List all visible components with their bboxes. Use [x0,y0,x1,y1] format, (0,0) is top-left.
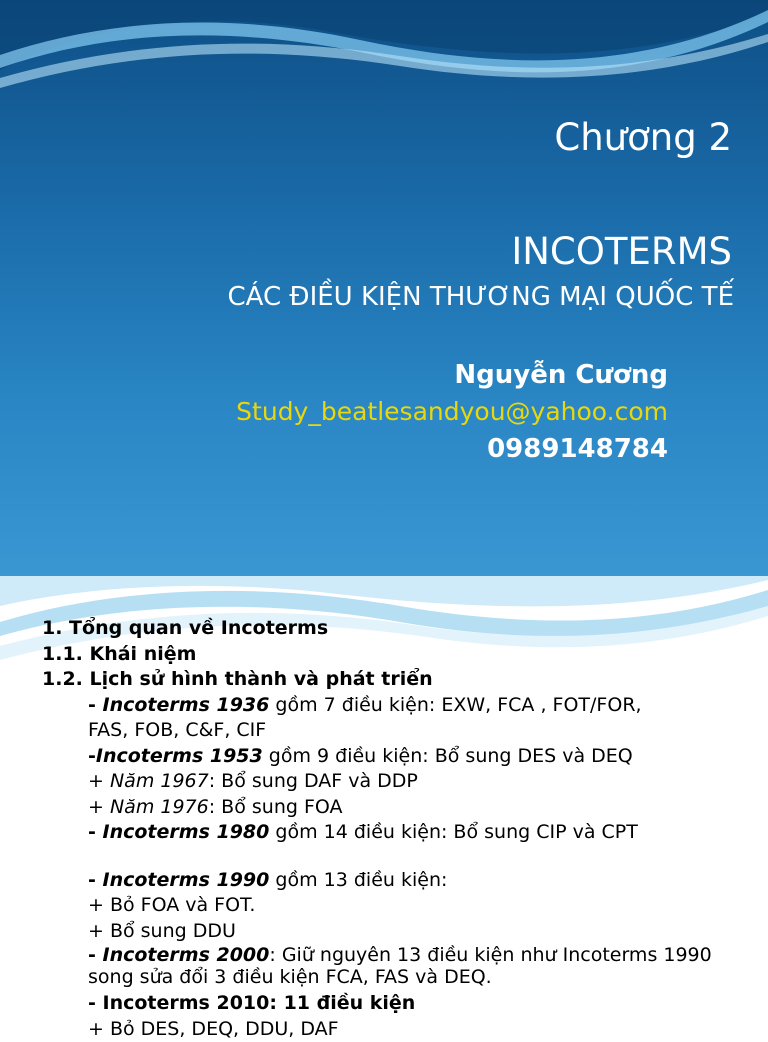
item-incoterms-1936: - Incoterms 1936 gồm 7 điều kiện: EXW, FCA , FOT/FOR, [0,693,768,719]
item-year-1976: + Năm 1976: Bổ sung FOA [0,795,768,821]
item-incoterms-1990: - Incoterms 1990 gồm 13 điều kiện: [0,868,768,894]
item-incoterms-1936-cont: FAS, FOB, C&F, CIF [0,718,768,744]
slide-title: Chương 2 [554,116,732,159]
author-name: Nguyễn Cương [454,360,668,390]
incoterms-outline [0,616,768,1042]
author-phone: 0989148784 [487,434,668,464]
slide-subtitle-vietnamese: CÁC ĐIỀU KIỆN THƯƠNG MẠI QUỐC TẾ [228,282,734,312]
heading-history: 1.2. Lịch sử hình thành và phát triển [0,667,768,693]
slide-subtitle: INCOTERMS [511,230,732,273]
item-incoterms-1990-add: + Bổ sung DDU [0,919,768,945]
spacer [0,846,768,868]
item-incoterms-1980: - Incoterms 1980 gồm 14 điều kiện: Bổ sung CIP và CPT [0,820,768,846]
item-incoterms-2010-remove: + Bỏ DES, DEQ, DDU, DAF [0,1017,768,1042]
heading-concept: 1.1. Khái niệm [0,642,768,668]
content-slide [0,576,768,1024]
item-incoterms-2000: - Incoterms 2000: Giữ nguyên 13 điều kiện như Incoterms 1990 song sửa đổi 3 điều kiện FCA, FAS và DEQ. [0,944,738,988]
item-incoterms-1953: -Incoterms 1953 gồm 9 điều kiện: Bổ sung DES và DEQ [0,744,768,770]
item-year-1967: + Năm 1967: Bổ sung DAF và DDP [0,769,768,795]
wave-decoration [0,0,768,120]
author-email: Study_beatlesandyou@yahoo.com [236,397,668,426]
item-incoterms-2010: - Incoterms 2010: 11 điều kiện [0,991,768,1017]
item-incoterms-1990-remove: + Bỏ FOA và FOT. [0,893,768,919]
heading-overview: 1. Tổng quan về Incoterms [0,616,768,642]
